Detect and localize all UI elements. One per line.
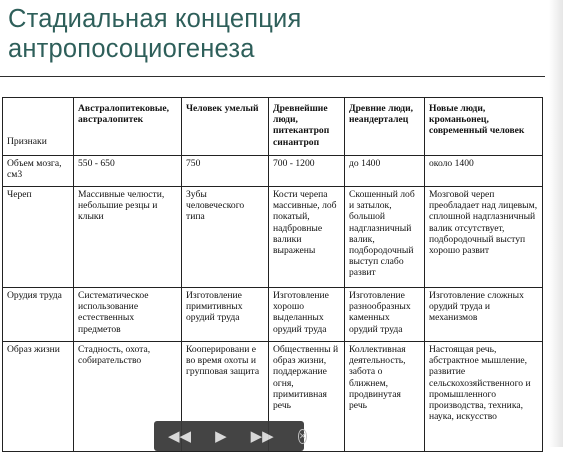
table-cell: Зубы человеческого типа	[182, 187, 269, 288]
header-cell: Древние люди, неандерталец	[345, 98, 425, 156]
table-cell: Кооперировани е во время охоты и групповая защита	[182, 342, 269, 452]
page-edge-shadow	[549, 0, 563, 447]
play-icon[interactable]: ▶	[215, 426, 227, 445]
slide-title	[8, 4, 548, 64]
comparison-table	[2, 97, 543, 452]
table-cell: Мозговой череп преобладает над лицевым, сплошной надглазничный валик отсутствует, подбородочный выступ хорошо развит	[425, 187, 543, 288]
skip-back-icon[interactable]: ◀◀	[168, 426, 192, 445]
skip-forward-icon[interactable]: ▶▶	[250, 426, 274, 445]
header-cell: Австралопитековые, австралопитек	[74, 98, 182, 156]
table-row	[3, 187, 543, 288]
table-cell: 550 - 650	[74, 156, 182, 187]
header-cell: Признаки	[3, 98, 74, 156]
table-row	[3, 288, 543, 342]
table-cell: Скошенный лоб и затылок, большой надглазничный валик, подбородочный выступ слабо развит	[345, 187, 425, 288]
close-icon[interactable]: ✕	[298, 429, 308, 444]
table-cell: до 1400	[345, 156, 425, 187]
row-label: Череп	[3, 187, 74, 288]
table-cell: Настоящая речь, абстрактное мышление, развитие сельскохозяйственного и промышленного производства, техника, наука, искусство	[425, 342, 543, 452]
title-divider	[0, 76, 545, 77]
table-cell: Изготовление хорошо выделанных орудий труда	[269, 288, 345, 342]
table-row	[3, 156, 543, 187]
header-cell: Древнейшие люди, питекантроп синантроп	[269, 98, 345, 156]
table-cell: около 1400	[425, 156, 543, 187]
title-line-1: Стадиальная концепция	[8, 5, 302, 33]
table-cell: Массивные челюсти, небольшие резцы и клыки	[74, 187, 182, 288]
row-label: Орудия труда	[3, 288, 74, 342]
table-cell: Коллективная деятельность, забота о ближнем, продвинутая речь	[345, 342, 425, 452]
table-header-row	[3, 98, 543, 156]
header-cell: Новые люди, кроманьонец, современный человек	[425, 98, 543, 156]
table-cell: 750	[182, 156, 269, 187]
table-cell: Кости черепа массивные, лоб покатый, надбровные валики выражены	[269, 187, 345, 288]
row-label: Объем мозга, см3	[3, 156, 74, 187]
title-line-2: антропосоциогенеза	[8, 35, 255, 63]
table-cell: Систематическое использование естественных предметов	[74, 288, 182, 342]
table-cell: Изготовление сложных орудий труда и механизмов	[425, 288, 543, 342]
table-cell: Общественны й образ жизни, поддержание огня, примитивная речь	[269, 342, 345, 452]
table-cell: Стадность, охота, собирательство	[74, 342, 182, 452]
row-label: Образ жизни	[3, 342, 74, 452]
table-cell: Изготовление разнообразных каменных орудий труда	[345, 288, 425, 342]
table-cell: 700 - 1200	[269, 156, 345, 187]
table-cell: Изготовление примитивных орудий труда	[182, 288, 269, 342]
header-cell: Человек умелый	[182, 98, 269, 156]
